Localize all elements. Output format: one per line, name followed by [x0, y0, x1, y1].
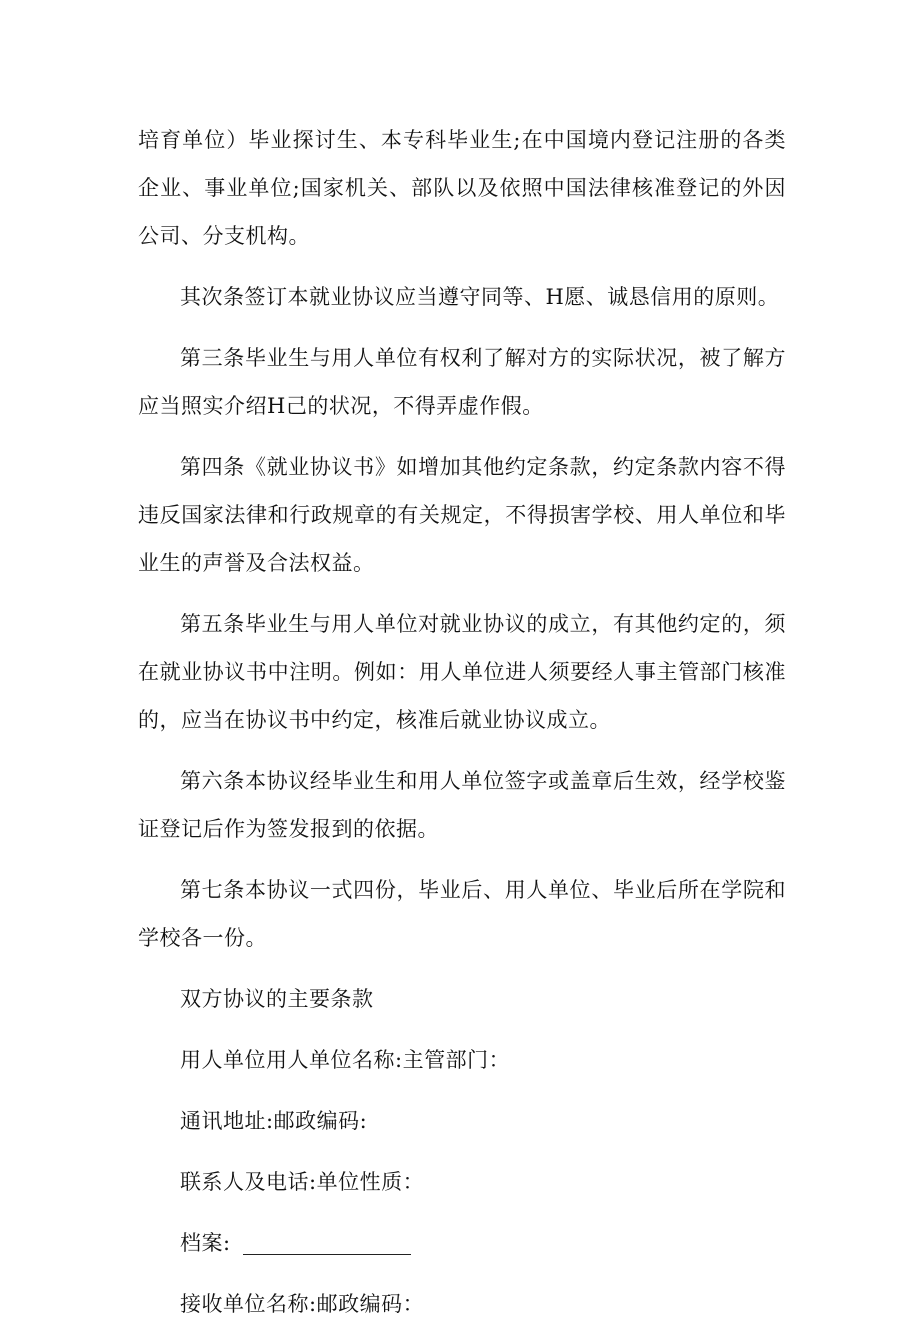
address-field-line: 通讯地址:邮政编码:: [180, 1109, 368, 1133]
paragraph-article-4: 第四条《就业协议书》如增加其他约定条款，约定条款内容不得违反国家法律和行政规章的有关规定，不得损害学校、用人单位和毕业生的声誉及合法权益。: [138, 455, 786, 575]
document-body: [138, 116, 786, 1341]
paragraph-article-2: 其次条签订本就业协议应当遵守同等、H愿、诚恳信用的原则。: [180, 285, 780, 309]
employer-field-line: 用人单位用人单位名称:主管部门：: [180, 1048, 511, 1072]
paragraph-article-7: 第七条本协议一式四份，毕业后、用人单位、毕业后所在学院和学校各一份。: [138, 878, 786, 950]
paragraph-article-6: 第六条本协议经毕业生和用人单位签字或盖章后生效，经学校鉴证登记后作为签发报到的依据。: [138, 769, 786, 841]
paragraph-continuation: 培育单位）毕业探讨生、本专科毕业生;在中国境内登记注册的各类企业、事业单位;国家机关、部队以及依照中国法律核准登记的外因公司、分支机构。: [138, 128, 786, 248]
paragraph-article-3: 第三条毕业生与用人单位有权利了解对方的实际状况，被了解方应当照实介绍H己的状况，不得弄虚作假。: [138, 346, 786, 418]
receiver-field-line: 接收单位名称:邮政编码：: [180, 1292, 425, 1316]
paragraph-article-5: 第五条毕业生与用人单位对就业协议的成立，有其他约定的，须在就业协议书中注明。例如：用人单位进人须要经人事主管部门核准的，应当在协议书中约定，核准后就业协议成立。: [138, 612, 786, 732]
section-title: 双方协议的主要条款: [180, 987, 374, 1011]
archive-blank-underline: [243, 1232, 411, 1255]
archive-field-line: [138, 1219, 786, 1267]
archive-label: 档案:: [180, 1231, 231, 1255]
contact-field-line: 联系人及电话:单位性质：: [180, 1170, 425, 1194]
